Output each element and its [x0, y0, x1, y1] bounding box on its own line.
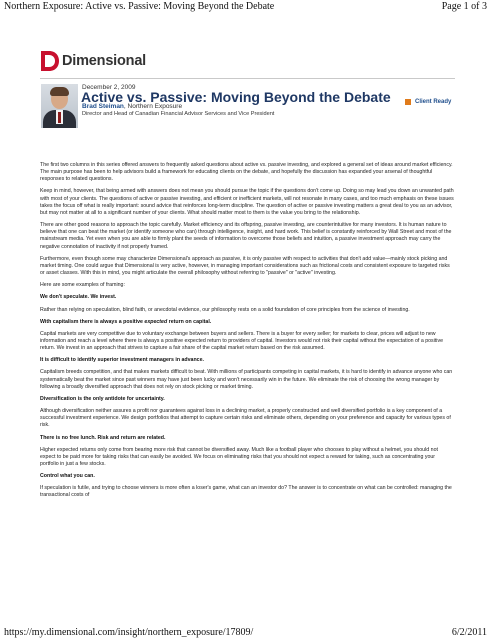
framing-text: If speculation is futile, and trying to choose winners is more often a loser's game, what can an investor do? The answer is to concentrate on what can be controlled: managing the transactional costs of	[40, 485, 452, 499]
paragraph: Here are some examples of framing:	[40, 282, 125, 289]
page-url: https://my.dimensional.com/insight/northern_exposure/17809/	[4, 627, 254, 638]
framing-text: Although diversification neither assures a profit nor guarantees against loss in a declining market, a properly constructed and well diversified portfolio is a key component of a successful investment experience. We design portfolios that attempt to capture certain risks and eliminate others, depending on your preference and capacity for various types of risk.	[40, 408, 451, 429]
print-footer	[0, 627, 495, 640]
paragraph: Furthermore, even though some may characterize Dimensional's approach as passive, it is only passive with respect to activities that don't add value—mainly stock picking and market timing. One could argue that Dimensional is very active, however, in managing important considerations such as frictional costs and consistent exposure to targeted risks or asset classes. With this in mind, you might articulate the overall philosophy without referring to "passive" or "active" investing.	[40, 255, 450, 277]
article-title: Active vs. Passive: Moving Beyond the Debate	[81, 89, 391, 105]
framing-heading: There is no free lunch. Risk and return are related.	[40, 434, 166, 441]
author-role: Director and Head of Canadian Financial Advisor Services and Vice President	[82, 111, 275, 117]
dimensional-logo-icon	[40, 50, 60, 72]
paragraph: The first two columns in this series offered answers to frequently asked questions about active vs. passive investing, and explored a general set of ideas around market efficiency. The main purpose has been to help advisors build a framework for educating clients on the debate, and hopefully the discussion has expanded your arsenal of thoughtful responses to related questions.	[40, 162, 453, 183]
author-photo	[41, 84, 78, 128]
paragraph: There are other good reasons to approach the topic carefully. Market efficiency and its offspring, passive investing, are counterintuitive for many investors. It is human nature to believe that one can beat the market (or identify someone who can) through intelligence, insight, and hard work. This belief is constantly reinforced by Wall Street and most of the mainstream media. Yet even when you are able to firmly plant the seeds of information to overcome those beliefs and intuition, a passive investment approach may carry the negative connotation of inactivity if not properly framed.	[40, 222, 452, 250]
framing-heading: With capitalism there is always a positive expected return on capital.	[40, 318, 212, 325]
print-header	[0, 0, 495, 14]
framing-text: Capital markets are very competitive due to voluntary exchange between buyers and sellers. There is a buyer for every seller; for markets to clear, prices will adjust to new information and reach a level where there is always a positive expected return to providers of capital. Investors would not risk their capital without the expectation of a positive return. We invest in an approach that strives to capture a fair share of the capital market return based on the risk assumed.	[40, 330, 444, 352]
page-number: Page 1 of 3	[441, 1, 487, 12]
framing-heading: It is difficult to identify superior investment managers in advance.	[40, 357, 204, 364]
framing-heading: Control what you can.	[40, 473, 95, 480]
print-header-title: Northern Exposure: Active vs. Passive: Moving Beyond the Debate	[4, 1, 275, 12]
article-body	[40, 162, 454, 505]
column-name: , Northern Exposure	[123, 103, 183, 110]
framing-text: Capitalism breeds competition, and that makes markets difficult to beat. With millions of participants competing in capital markets, it is hard to identify in advance anyone who can systematically beat the market since past winners may have just been lucky and won't necessarily win in the future. We eliminate the risk of choosing the wrong manager by following a broadly diversified approach that does not rely on stock picking or market timing.	[40, 369, 453, 390]
byline	[82, 103, 182, 110]
brand-name: Dimensional	[62, 53, 147, 69]
print-date: 6/2/2011	[451, 627, 487, 638]
square-bullet-icon	[405, 99, 411, 105]
client-ready-badge	[405, 93, 452, 105]
framing-heading: We don't speculate. We invest.	[40, 294, 117, 301]
framing-text: Higher expected returns only come from bearing more risk that cannot be diversified away. Much like a football player who chooses to play without a helmet, you should not expect to be paid more for taking risks that can easily be avoided. We focus on eliminating risks that you should not expect a reward for taking, such as concentrating your portfolio in just a few stocks.	[40, 446, 438, 467]
author-link[interactable]: Brad Steiman	[82, 103, 124, 110]
article-date: December 2, 2009	[82, 84, 136, 91]
framing-text: Rather than relying on speculation, blind faith, or anecdotal evidence, our philosophy rests on a solid foundation of core principles from the science of investing.	[40, 306, 410, 313]
client-ready-label: Client Ready	[415, 98, 452, 105]
header-divider	[40, 78, 455, 79]
paragraph: Keep in mind, however, that being armed with answers does not mean you should pursue the topic if the questions don't come up. Doing so may lead you down an unwanted path with most of your clients. The questions of active or passive investing, and efficient or inefficient markets, will not resonate in many cases, and too much emphasis on these issues takes the focus off what is really important: sound advice that reinforces long-term discipline. The question of active or passive investing matters a great deal to you as an advisor, but may not matter at all to a significant number of your clients. What should matter most to them is the value you bring to the relationship.	[40, 188, 454, 216]
framing-heading: Diversification is the only antidote for uncertainty.	[40, 395, 165, 402]
